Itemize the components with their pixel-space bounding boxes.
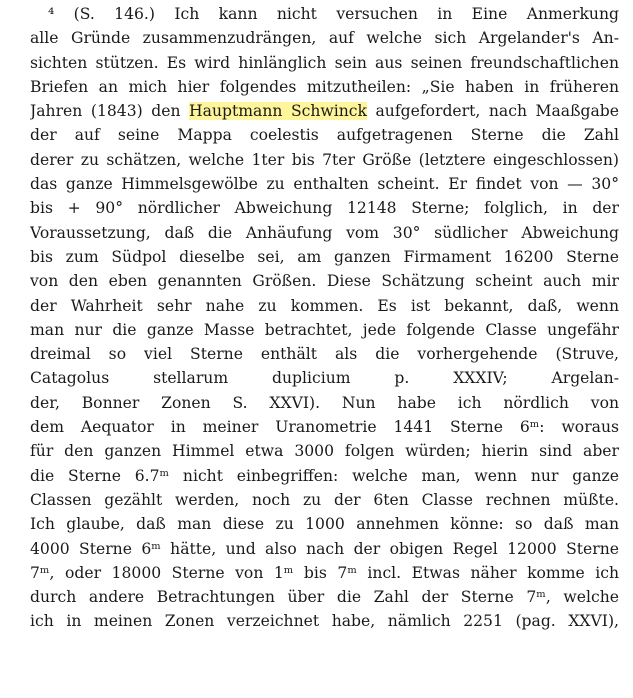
text-segment: ich in meinen Zonen verzeichnet habe, nämlich 2251 (pag. XXVI), [30, 612, 619, 631]
text-line [30, 269, 619, 293]
text-segment: ⁴ (S. 146.) Ich kann nicht versuchen in Eine Anmerkung [48, 5, 619, 23]
text-segment: Ich glaube, daß man diese zu 1000 annehmen könne: so daß man [30, 515, 619, 534]
text-line [30, 415, 619, 439]
text-segment: Jahren (1843) den [30, 102, 190, 121]
highlighted-name: Hauptmann Schwinck [189, 102, 367, 121]
text-segment: 4000 Sterne 6ᵐ hätte, und also nach der obigen Regel 12000 Sterne [30, 539, 619, 558]
text-segment: alle Gründe zusammenzudrängen, auf welche sich Argelander's An- [30, 29, 619, 48]
text-segment: dreimal so viel Sterne enthält als die vorhergehende (Struve, [30, 345, 619, 364]
text-line [30, 148, 619, 172]
text-segment: das ganze Himmelsgewölbe zu enthalten scheint. Er findet von — 30° [30, 175, 619, 194]
text-segment: die Sterne 6.7ᵐ nicht einbegriffen: welche man, wenn nur ganze [30, 466, 619, 485]
text-segment: Classen gezählt werden, noch zu der 6ten Classe rechnen müßte. [30, 490, 619, 509]
text-segment: 7ᵐ, oder 18000 Sterne von 1ᵐ bis 7ᵐ incl. Etwas näher komme ich [30, 563, 619, 582]
text-line [30, 512, 619, 536]
text-line [30, 439, 619, 463]
text-segment: man nur die ganze Masse betrachtet, jede folgende Classe ungefähr [30, 320, 619, 339]
footnote-text-block [30, 2, 619, 634]
text-line [30, 196, 619, 220]
text-segment: der, Bonner Zonen S. XXVI). Nun habe ich nördlich von [30, 393, 619, 412]
text-line [30, 123, 619, 147]
text-segment: von den eben genannten Größen. Diese Schätzung scheint auch mir [30, 272, 619, 291]
text-line [30, 172, 619, 196]
text-line [30, 488, 619, 512]
text-segment: Catagolus stellarum duplicium p. XXXIV; Argelan- [30, 369, 619, 388]
text-segment: dem Aequator in meiner Uranometrie 1441 Sterne 6ᵐ: woraus [30, 418, 619, 437]
text-segment: bis + 90° nördlicher Abweichung 12148 Sterne; folglich, in der [30, 199, 619, 218]
text-line [30, 464, 619, 488]
text-line [30, 609, 619, 633]
text-line [30, 51, 619, 75]
text-line [30, 391, 619, 415]
text-segment: bis zum Südpol dieselbe sei, am ganzen Firmament 16200 Sterne [30, 247, 619, 266]
text-segment: aufgefordert, nach Maaßgabe [366, 102, 619, 121]
text-line [30, 2, 619, 26]
text-segment: derer zu schätzen, welche 1ter bis 7ter Größe (letztere eingeschlossen) [30, 150, 619, 169]
text-segment: Voraussetzung, daß die Anhäufung vom 30° südlicher Abweichung [30, 223, 619, 242]
text-line [30, 294, 619, 318]
text-line [30, 245, 619, 269]
text-segment: sichten stützen. Es wird hinlänglich sein aus seinen freundschaftlichen [30, 53, 619, 72]
text-line [30, 26, 619, 50]
text-line [30, 221, 619, 245]
text-line [30, 561, 619, 585]
text-segment: für den ganzen Himmel etwa 3000 folgen würden; hierin sind aber [30, 442, 619, 461]
text-line [30, 318, 619, 342]
text-segment: der auf seine Mappa coelestis aufgetragenen Sterne die Zahl [30, 126, 619, 145]
text-line [30, 585, 619, 609]
text-line [30, 366, 619, 390]
text-line [30, 75, 619, 99]
text-line [30, 342, 619, 366]
text-segment: Briefen an mich hier folgendes mitzutheilen: „Sie haben in früheren [30, 77, 619, 96]
text-segment: durch andere Betrachtungen über die Zahl der Sterne 7ᵐ, welche [30, 588, 619, 607]
text-segment: der Wahrheit sehr nahe zu kommen. Es ist bekannt, daß, wenn [30, 296, 619, 315]
text-line [30, 537, 619, 561]
text-line [30, 99, 619, 123]
